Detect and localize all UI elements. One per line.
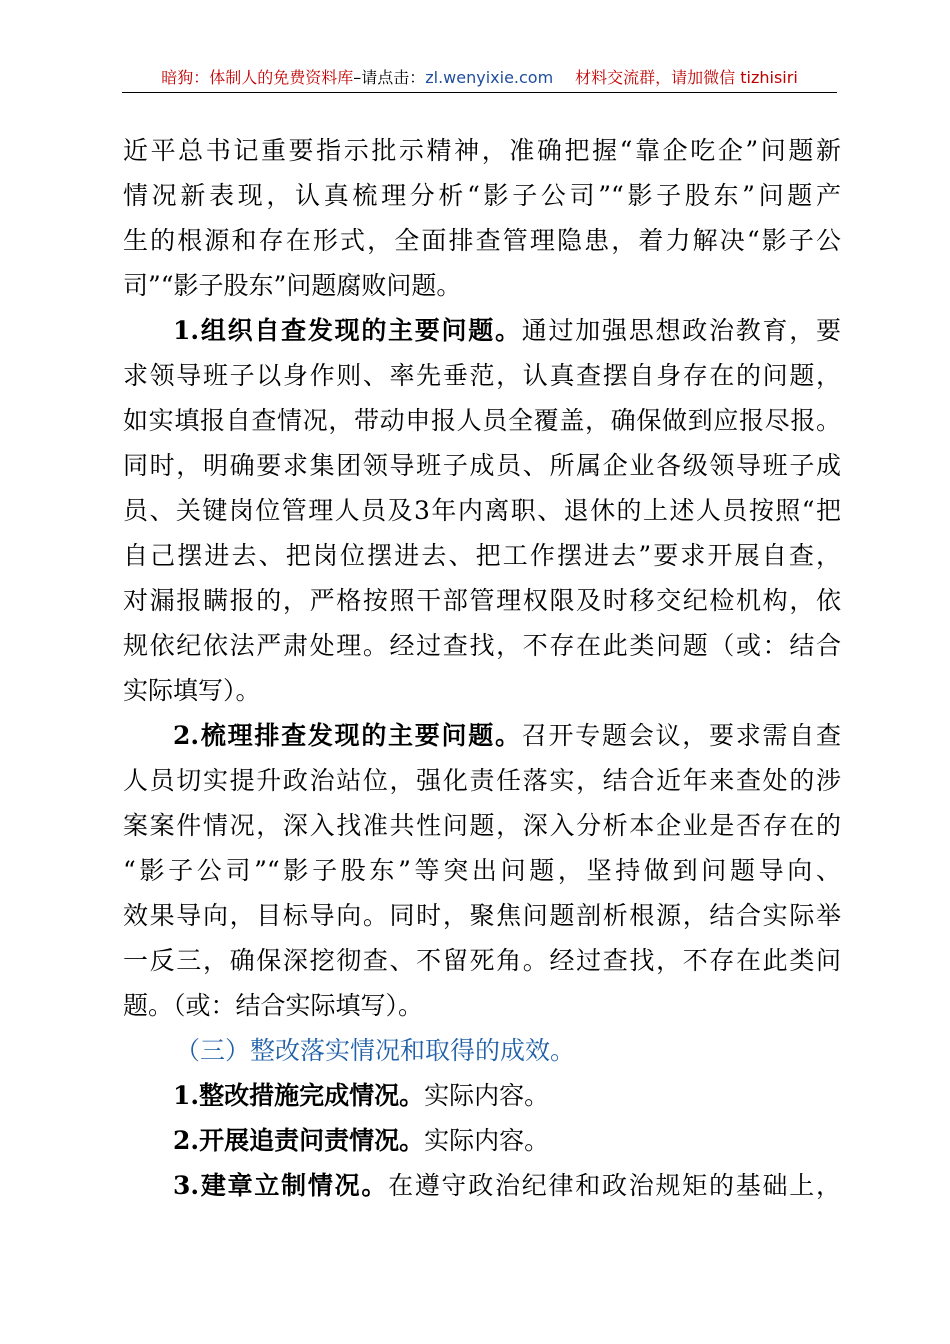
item-1-text: 实际内容。 [424, 1081, 550, 1110]
header-link-url[interactable]: zl.wenyixie.com [425, 68, 554, 87]
page-header [122, 66, 837, 93]
text-line: 题。（或：结合实际填写）。 [123, 991, 424, 1020]
paragraph-2-heading: 2.梳理排查发现的主要问题。 [173, 721, 522, 750]
paragraph-1-first-line [123, 308, 841, 353]
text-line: 人员切实提升政治站位，强化责任落实，结合近年来查处的涉 [123, 766, 841, 795]
paragraph-1-first-text: 通过加强思想政治教育，要 [521, 316, 841, 345]
text-line: 同时，明确要求集团领导班子成员、所属企业各级领导班子成 [123, 451, 841, 480]
item-3-heading: 3.建章立制情况。 [173, 1171, 389, 1200]
text-line: 实际填写）。 [123, 676, 261, 705]
text-line: 生的根源和存在形式，全面排查管理隐患，着力解决“影子公 [123, 226, 841, 255]
item-1-line [123, 1073, 841, 1118]
item-1-heading: 1.整改措施完成情况。 [173, 1081, 425, 1110]
paragraph-2-first-line [123, 713, 841, 758]
text-line: 效果导向，目标导向。同时，聚焦问题剖析根源，结合实际举 [123, 901, 841, 930]
header-contact: 材料交流群，请加微信 tizhisiri [575, 68, 798, 87]
text-line: 求领导班子以身作则、率先垂范，认真查摆自身存在的问题， [123, 361, 841, 390]
header-site-name: 暗狗：体制人的免费资料库 [161, 68, 354, 87]
header-link-prefix: –请点击： [353, 68, 426, 87]
text-line: 司”“影子股东”问题腐败问题。 [123, 271, 462, 300]
item-2-heading: 2.开展追责问责情况。 [173, 1126, 425, 1155]
text-line: 案案件情况，深入找准共性问题，深入分析本企业是否存在的 [123, 811, 841, 840]
text-line: 员、关键岗位管理人员及3年内离职、退休的上述人员按照“把 [123, 496, 841, 525]
text-line: 一反三，确保深挖彻查、不留死角。经过查找，不存在此类问 [123, 946, 841, 975]
text-line: 自己摆进去、把岗位摆进去、把工作摆进去”要求开展自查， [123, 541, 841, 570]
paragraph-2-first-text: 召开专题会议，要求需自查 [521, 721, 841, 750]
text-line: 如实填报自查情况，带动申报人员全覆盖，确保做到应报尽报。 [123, 406, 841, 435]
text-line: 规依纪依法严肃处理。经过查找，不存在此类问题（或：结合 [123, 631, 841, 660]
text-line: 近平总书记重要指示批示精神，准确把握“靠企吃企”问题新 [123, 136, 841, 165]
paragraph-1-heading: 1.组织自查发现的主要问题。 [173, 316, 522, 345]
item-2-line [123, 1118, 841, 1163]
item-3-line [123, 1163, 841, 1208]
item-3-text: 在遵守政治纪律和政治规矩的基础上， [388, 1171, 841, 1200]
item-2-text: 实际内容。 [424, 1126, 550, 1155]
text-line: 情况新表现，认真梳理分析“影子公司”“影子股东”问题产 [123, 181, 841, 210]
section-heading: （三）整改落实情况和取得的成效。 [175, 1036, 576, 1065]
document-body [123, 128, 841, 1208]
text-line: 对漏报瞒报的，严格按照干部管理权限及时移交纪检机构，依 [123, 586, 841, 615]
text-line: “影子公司”“影子股东”等突出问题，坚持做到问题导向、 [123, 856, 841, 885]
